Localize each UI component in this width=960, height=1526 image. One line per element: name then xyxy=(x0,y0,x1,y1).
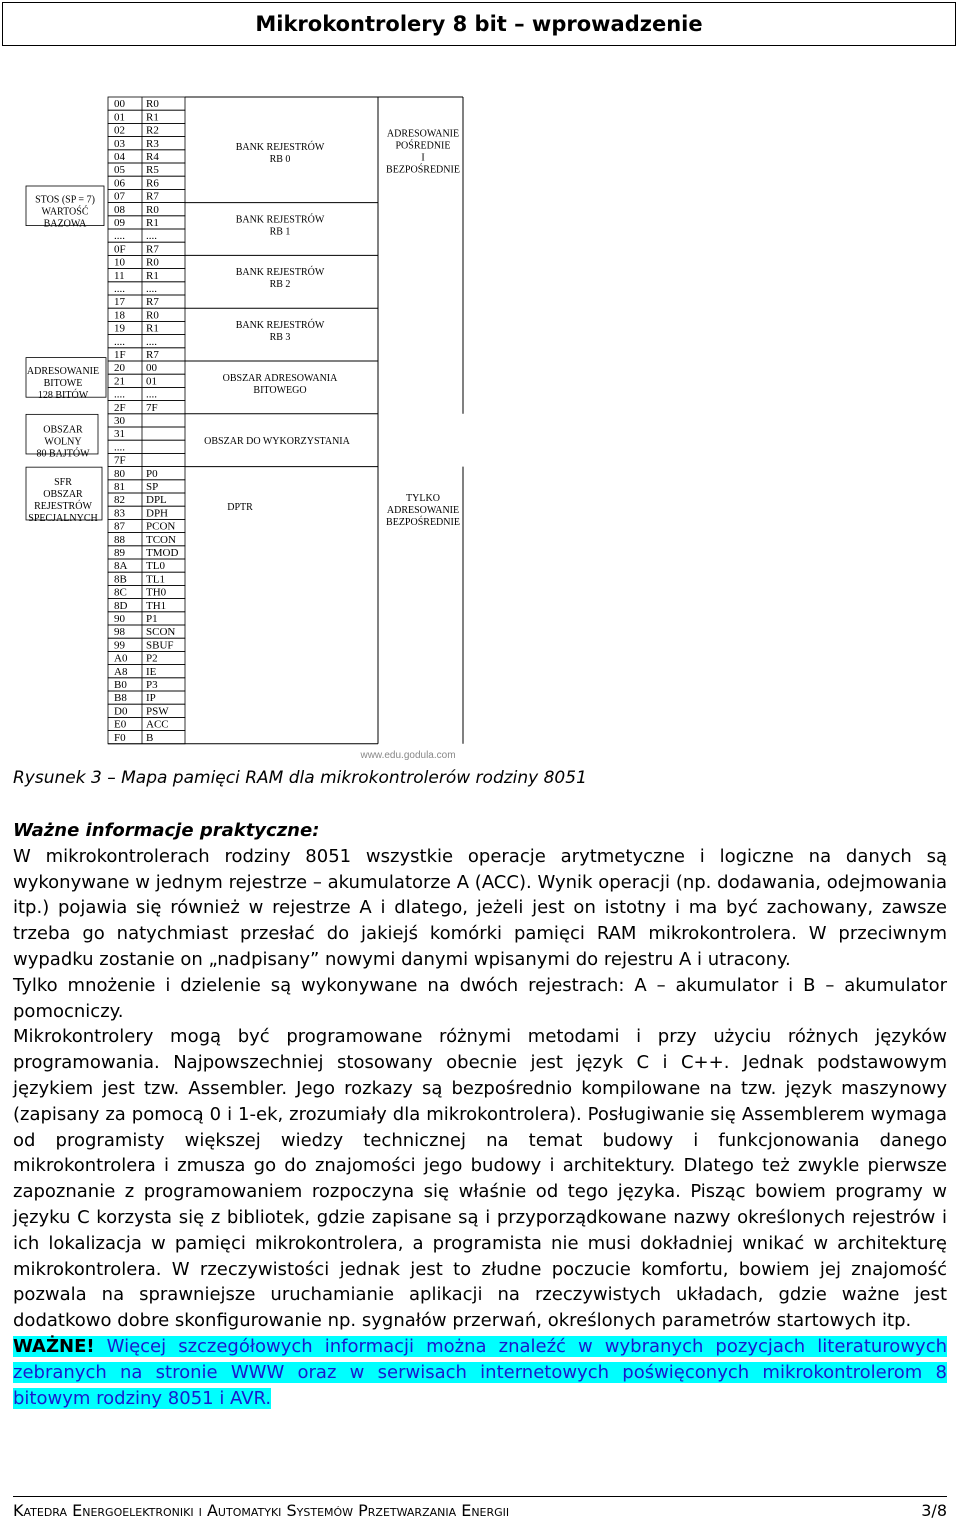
register-label: R1 xyxy=(146,269,159,282)
address-label: 99 xyxy=(114,639,125,652)
bank-rb1-label: BANK REJESTRÓW xyxy=(235,214,325,226)
bank-rb2-label: RB 2 xyxy=(269,279,291,291)
address-label: 07 xyxy=(114,190,125,203)
register-label: IE xyxy=(146,665,157,678)
paragraph-programming: Mikrokontrolery mogą być programowane różnymi metodami i przy użyciu różnych języków programowania. Najpowszechniej stosowany obecnie jest język C i C++. Jednak podstawowym językiem jest tzw. Assembler. Jego rozkazy są bezpośrednio kompilowane na tzw. język maszynowy (zapisany za pomocą 0 i 1-ek, zrozumiały dla mikrokontrolera). Posługiwanie się Assemblerem wymaga od programisty większej wiedzy technicznej na temat budowy i funkcjonowania danego mikrokontrolera i zmusza go do znajomości jego budowy i architektury. Dlatego też zwykle pierwsze zapoznanie z programowaniem rozpoczyna się właśnie od tego języka. Pisząc bowiem programy w języku C korzysta się z bibliotek, gdzie zapisane są i przyporządkowane nazwy określonych rejestrów i ich lokalizacja w pamięci mikrokontrolera, a programista nie musi dokładniej wnikać w architekturę mikrokontrolera. W rzeczywistości jednak jest to złudne poczucie komfortu, bowiem jej znajomość pozwala na sprawniejsze uruchamianie aplikacji na rzeczywistych układach, gdzie ważne jest dodatkowo dobre skonfigurowanie np. sygnałów przerwań, określonych parametrów startowych itp. xyxy=(13,1026,947,1332)
bank-rb1-label: RB 1 xyxy=(269,226,291,238)
indirect-addressing-label: ADRESOWANIE xyxy=(386,128,460,140)
stack-base-label: WARTOŚĆ xyxy=(41,206,89,218)
register-label: 7F xyxy=(146,401,158,414)
register-label: R0 xyxy=(146,203,159,216)
page-number: 3/8 xyxy=(921,1501,947,1520)
bank-rb0-label: RB 0 xyxy=(269,153,291,165)
address-label: 04 xyxy=(114,151,125,163)
register-label: R7 xyxy=(146,296,159,309)
sfr-label: SPECJALNYCH xyxy=(28,513,98,525)
direct-only-label: ADRESOWANIE xyxy=(386,504,460,516)
register-label: .... xyxy=(146,283,157,295)
register-label: R7 xyxy=(146,243,159,256)
important-label: WAŻNE! xyxy=(13,1335,95,1357)
dptr-label: DPTR xyxy=(227,502,253,514)
address-label: 05 xyxy=(114,164,125,177)
register-label: SP xyxy=(146,481,159,493)
address-label: 8B xyxy=(114,573,127,586)
bit-addressing-side-label: BITOWE xyxy=(43,378,83,390)
address-label: B8 xyxy=(114,692,127,705)
address-label: 82 xyxy=(114,494,125,507)
watermark: www.edu.godula.com xyxy=(360,749,456,761)
register-label: ACC xyxy=(146,718,169,731)
register-label: R2 xyxy=(146,124,159,137)
page-title: Mikrokontrolery 8 bit – wprowadzenie xyxy=(255,12,703,36)
address-label: 89 xyxy=(114,547,125,559)
address-label: 30 xyxy=(114,415,125,427)
address-label: 90 xyxy=(114,613,125,625)
address-label: 20 xyxy=(114,362,125,375)
register-label: R0 xyxy=(146,256,159,269)
register-label: R7 xyxy=(146,349,159,361)
bank-rb3-label: RB 3 xyxy=(269,332,291,343)
address-label: 18 xyxy=(114,309,125,322)
indirect-addressing-label: BEZPOŚREDNIE xyxy=(386,164,460,176)
address-label: 02 xyxy=(114,124,125,137)
address-label: E0 xyxy=(114,718,127,731)
address-label: 88 xyxy=(114,533,125,546)
register-label: R4 xyxy=(146,151,159,163)
free-area-label: OBSZAR DO WYKORZYSTANIA xyxy=(204,436,350,448)
register-label: DPH xyxy=(146,507,169,520)
register-label: B xyxy=(146,731,154,744)
address-label: A8 xyxy=(114,665,128,678)
register-label: TL0 xyxy=(146,560,165,573)
address-label: .... xyxy=(114,441,125,454)
register-label: P1 xyxy=(146,613,158,625)
address-label: 17 xyxy=(114,296,125,309)
address-label: .... xyxy=(114,388,125,401)
figure-caption: Rysunek 3 – Mapa pamięci RAM dla mikrokontrolerów rodziny 8051 xyxy=(13,768,587,788)
register-label: P2 xyxy=(146,652,158,665)
register-label: 00 xyxy=(146,362,157,375)
address-label: B0 xyxy=(114,679,127,691)
register-label: PCON xyxy=(146,520,176,533)
register-label: 01 xyxy=(146,375,157,388)
register-label: SBUF xyxy=(146,639,174,652)
address-label: 2F xyxy=(114,401,126,414)
section-heading: Ważne informacje praktyczne: xyxy=(13,820,320,841)
address-label: 80 xyxy=(114,467,125,480)
address-label: 98 xyxy=(114,626,125,639)
bank-rb3-label: BANK REJESTRÓW xyxy=(235,320,325,331)
paragraph-multiplication: Tylko mnożenie i dzielenie są wykonywane na dwóch rejestrach: A – akumulator i B – akumulator pomocniczy. xyxy=(13,974,947,1022)
address-label: 09 xyxy=(114,217,125,229)
page-header xyxy=(2,2,956,46)
register-label: R0 xyxy=(146,309,159,322)
bit-addressing-side-label: ADRESOWANIE xyxy=(26,366,100,378)
address-label: 1F xyxy=(114,349,126,361)
footer-department: Katedra Energoelektroniki i Automatyki Systemów Przetwarzania Energii xyxy=(13,1501,510,1520)
register-label: TH1 xyxy=(146,599,167,612)
register-label: R1 xyxy=(146,322,159,335)
address-label: 21 xyxy=(114,375,125,388)
register-label: R5 xyxy=(146,164,159,177)
address-label: 31 xyxy=(114,428,125,441)
important-note xyxy=(13,1334,947,1411)
address-label: 08 xyxy=(114,203,125,216)
paragraph-accumulator: W mikrokontrolerach rodziny 8051 wszystkie operacje arytmetyczne i logiczne na danych są wykonywane w jednym rejestrze – akumulatorze A (ACC). Wynik operacji (np. dodawania, odejmowania itp.) pojawia się również w rejestrze A i dlatego, jeżeli jest on istotny i ma być zachowany, zawsze trzeba go natychmiast przesłać do jakiejś komórki pamięci RAM mikrokontrolera. W przeciwnym wypadku zostanie on „nadpisany” nowymi danymi wpisanymi do rejestru A i utracony. xyxy=(13,845,947,970)
free-80-bytes-label: 80 BAJTÓW xyxy=(36,448,90,460)
address-label: 0F xyxy=(114,243,126,256)
address-label: 83 xyxy=(114,507,125,520)
register-label: .... xyxy=(146,230,157,243)
address-label: 8D xyxy=(114,599,128,612)
stack-base-label: STOS (SP = 7) xyxy=(35,194,95,206)
register-label: R0 xyxy=(146,98,159,111)
register-label: TH0 xyxy=(146,586,167,599)
register-label: .... xyxy=(146,388,157,401)
register-label: R1 xyxy=(146,111,159,124)
register-label: R6 xyxy=(146,177,159,190)
address-label: F0 xyxy=(114,731,126,744)
address-label: 00 xyxy=(114,98,125,111)
register-label: R7 xyxy=(146,190,159,203)
address-label: 11 xyxy=(114,269,125,282)
address-label: 03 xyxy=(114,137,125,150)
address-label: 8A xyxy=(114,560,128,573)
address-label: 19 xyxy=(114,322,125,335)
sfr-label: OBSZAR xyxy=(43,489,83,501)
register-label: .... xyxy=(146,335,157,348)
page-footer xyxy=(13,1496,947,1520)
bit-addressing-area-label: OBSZAR ADRESOWANIA xyxy=(222,372,338,384)
address-label: 01 xyxy=(114,111,125,124)
address-label: D0 xyxy=(114,705,128,718)
address-label: 87 xyxy=(114,520,125,533)
sfr-label: REJESTRÓW xyxy=(34,501,92,513)
register-label: P0 xyxy=(146,467,158,480)
indirect-addressing-label: I xyxy=(421,152,425,164)
free-80-bytes-label: OBSZAR xyxy=(43,424,83,436)
register-label: R1 xyxy=(146,217,159,229)
bank-rb2-label: BANK REJESTRÓW xyxy=(235,267,325,279)
register-label: TMOD xyxy=(146,547,179,559)
register-label: SCON xyxy=(146,626,176,639)
direct-only-label: TYLKO xyxy=(406,492,440,504)
address-label: 10 xyxy=(114,256,125,269)
free-80-bytes-label: WOLNY xyxy=(44,436,82,448)
stack-base-label: BAZOWA xyxy=(43,218,87,230)
register-label: TCON xyxy=(146,533,176,546)
important-text: Więcej szczegółowych informacji można znaleźć w wybranych pozycjach literaturowych zebranych na stronie WWW oraz w serwisach internetowych poświęconych mikrokontrolerom 8 bitowym rodziny 8051 i AVR. xyxy=(13,1335,947,1409)
register-label: IP xyxy=(146,692,156,705)
bank-rb0-label: BANK REJESTRÓW xyxy=(235,141,325,153)
register-label: DPL xyxy=(146,494,167,507)
sfr-label: SFR xyxy=(54,477,72,489)
memory-map-diagram xyxy=(0,90,480,770)
ram-memory-map-figure xyxy=(0,90,480,770)
indirect-addressing-label: POŚREDNIE xyxy=(395,140,451,152)
address-label: .... xyxy=(114,230,125,243)
direct-only-label: BEZPOŚREDNIE xyxy=(386,516,460,528)
address-label: .... xyxy=(114,283,125,295)
address-label: 7F xyxy=(114,454,126,467)
address-label: .... xyxy=(114,335,125,348)
address-label: 06 xyxy=(114,177,125,190)
bit-addressing-side-label: 128 BITÓW xyxy=(37,390,89,402)
address-label: A0 xyxy=(114,652,128,665)
register-label: TL1 xyxy=(146,573,165,586)
bit-addressing-area-label: BITOWEGO xyxy=(253,384,307,396)
register-label: PSW xyxy=(146,705,169,718)
address-label: 8C xyxy=(114,586,127,599)
register-label: R3 xyxy=(146,137,159,150)
register-label: P3 xyxy=(146,679,158,691)
main-text xyxy=(13,818,947,1411)
address-label: 81 xyxy=(114,481,125,493)
